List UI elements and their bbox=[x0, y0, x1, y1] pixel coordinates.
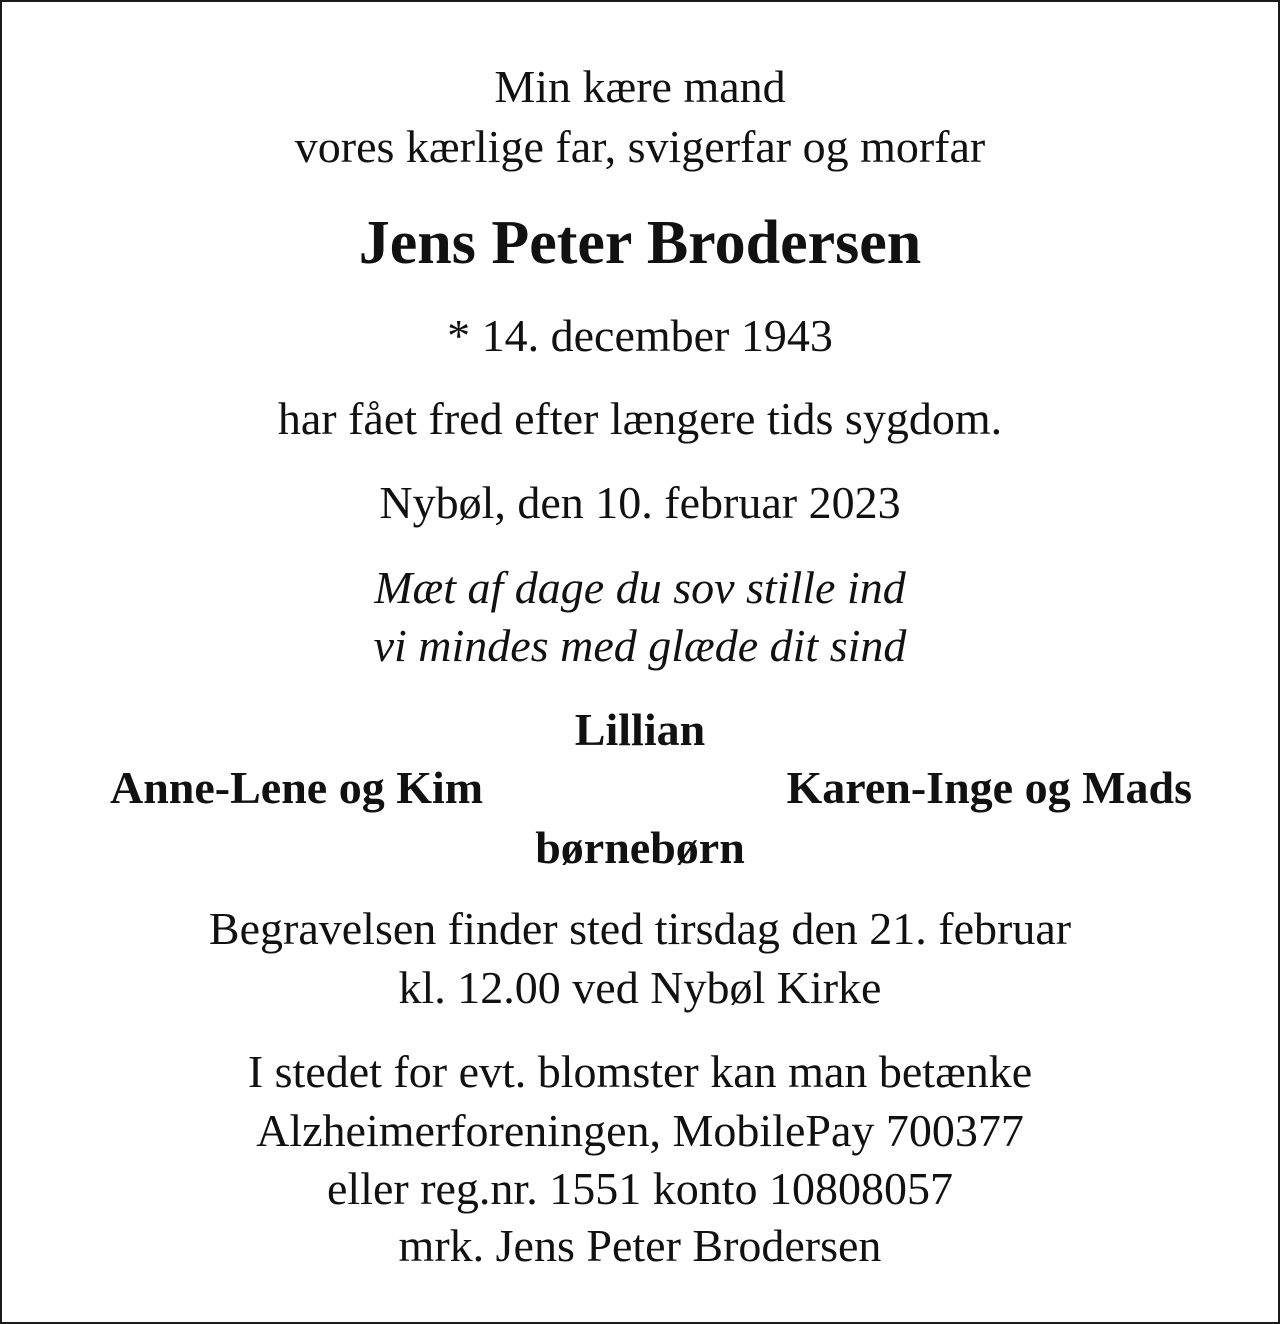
funeral-line-2: kl. 12.00 ved Nybøl Kirke bbox=[398, 962, 882, 1013]
child-family-right: Karen-Inge og Mads bbox=[786, 762, 1192, 813]
grandchildren-label: børnebørn bbox=[535, 822, 745, 873]
funeral-line-1: Begravelsen finder sted tirsdag den 21. februar bbox=[208, 903, 1072, 954]
birth-date: * 14. december 1943 bbox=[447, 310, 833, 361]
verse-line-2: vi mindes med glæde dit sind bbox=[373, 620, 907, 671]
donation-line-4: mrk. Jens Peter Brodersen bbox=[398, 1220, 882, 1271]
children-row bbox=[2, 762, 1278, 815]
spouse-name: Lillian bbox=[574, 704, 706, 755]
verse-line-1: Mæt af dage du sov stille ind bbox=[374, 562, 906, 613]
death-message: har fået fred efter længere tids sygdom. bbox=[277, 393, 1003, 444]
intro-line-1: Min kære mand bbox=[494, 61, 786, 112]
deceased-name: Jens Peter Brodersen bbox=[358, 209, 922, 277]
donation-line-3: eller reg.nr. 1551 konto 10808057 bbox=[326, 1163, 953, 1214]
place-and-date: Nybøl, den 10. februar 2023 bbox=[379, 477, 901, 528]
donation-line-2: Alzheimerforeningen, MobilePay 700377 bbox=[256, 1105, 1024, 1156]
donation-line-1: I stedet for evt. blomster kan man betænke bbox=[247, 1046, 1033, 1097]
intro-line-2: vores kærlige far, svigerfar og morfar bbox=[294, 121, 986, 172]
child-family-left: Anne-Lene og Kim bbox=[110, 762, 484, 813]
